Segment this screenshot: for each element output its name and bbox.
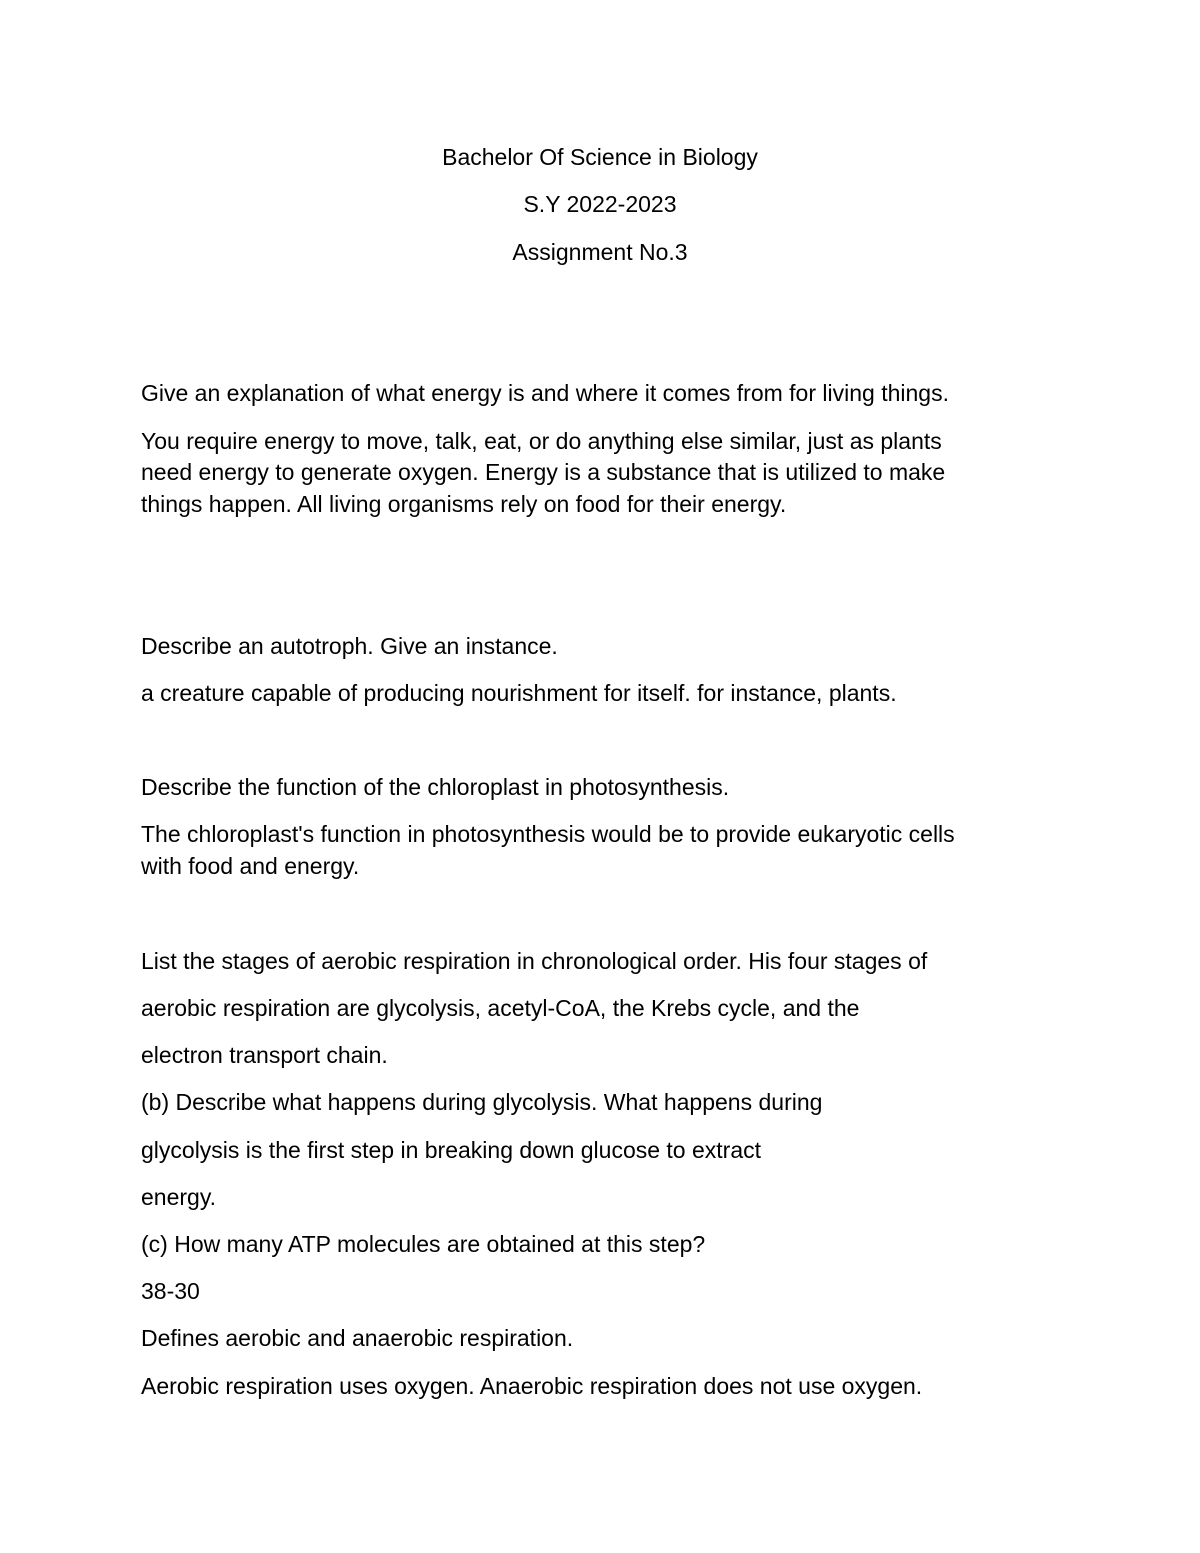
question-autotroph: Describe an autotroph. Give an instance. (141, 633, 558, 659)
question-energy: Give an explanation of what energy is and where it comes from for living things. (141, 380, 949, 406)
respiration-line-1: List the stages of aerobic respiration in chronological order. His four stages of (141, 948, 928, 974)
glycolysis-question-line-2: glycolysis is the first step in breaking down glucose to extract (141, 1137, 762, 1163)
answer-energy-line-3: things happen. All living organisms rely on food for their energy. (141, 491, 787, 517)
respiration-line-3: electron transport chain. (141, 1042, 388, 1068)
question-chloroplast: Describe the function of the chloroplast in photosynthesis. (141, 774, 730, 800)
respiration-line-2: aerobic respiration are glycolysis, acetyl-CoA, the Krebs cycle, and the (141, 995, 860, 1021)
answer-energy-line-2: need energy to generate oxygen. Energy is a substance that is utilized to make (141, 459, 946, 485)
answer-energy-line-1: You require energy to move, talk, eat, or do anything else similar, just as plants (141, 428, 942, 454)
program-title: Bachelor Of Science in Biology (442, 144, 758, 170)
respiration-definition-question: Defines aerobic and anaerobic respiration. (141, 1325, 574, 1351)
answer-chloroplast-line-1: The chloroplast's function in photosynthesis would be to provide eukaryotic cells (141, 821, 955, 847)
assignment-number: Assignment No.3 (512, 239, 688, 265)
respiration-definition-answer: Aerobic respiration uses oxygen. Anaerobic respiration does not use oxygen. (141, 1373, 923, 1399)
atp-answer: 38-30 (141, 1278, 200, 1304)
glycolysis-question-line-3: energy. (141, 1184, 217, 1210)
atp-question: (c) How many ATP molecules are obtained at this step? (141, 1231, 706, 1257)
school-year: S.Y 2022-2023 (523, 191, 677, 217)
answer-autotroph: a creature capable of producing nourishment for itself. for instance, plants. (141, 680, 897, 706)
answer-chloroplast-line-2: with food and energy. (141, 853, 360, 879)
glycolysis-question-line-1: (b) Describe what happens during glycolysis. What happens during (141, 1089, 823, 1115)
